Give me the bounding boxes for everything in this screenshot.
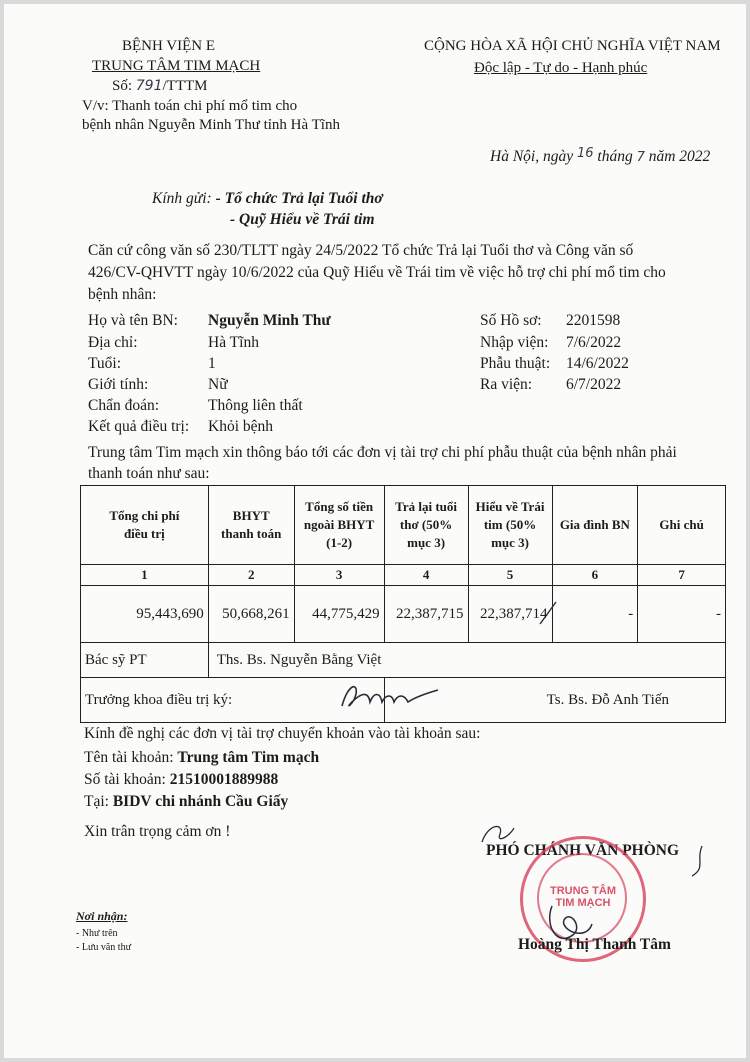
discharge-label: Ra viện: — [480, 376, 533, 393]
patient-name: Nguyễn Minh Thư — [208, 312, 331, 329]
col-number: 7 — [638, 565, 726, 586]
admit-label: Nhập viện: — [480, 334, 549, 351]
header-tra-lai-tuoi-tho: Trả lại tuổi thơ (50% mục 3) — [384, 486, 468, 565]
record-number: 2201598 — [566, 312, 621, 329]
footer-recipient-2: - Lưu văn thư — [76, 942, 131, 953]
col-number: 4 — [384, 565, 468, 586]
intro-line-1: Căn cứ công văn số 230/TLTT ngày 24/5/2022 Tổ chức Trả lại Tuổi thơ và Công văn số — [88, 242, 634, 259]
center-name: TRUNG TÂM TIM MẠCH — [92, 58, 261, 74]
value-hieu-ve-trai-tim: 22,387,714 — [468, 586, 552, 643]
value-family: - — [552, 586, 638, 643]
value-out-of-pocket: 44,775,429 — [294, 586, 384, 643]
discharge-date: 6/7/2022 — [566, 376, 622, 393]
patient-name-label: Họ và tên BN: — [88, 312, 178, 329]
value-tra-lai-tuoi-tho: 22,387,715 — [384, 586, 468, 643]
value-notes: - — [638, 586, 726, 643]
subject-line-2: bệnh nhân Nguyễn Minh Thư tỉnh Hà Tĩnh — [82, 117, 340, 133]
account-number: 21510001889988 — [169, 771, 279, 788]
head-name: Ts. Bs. Đỗ Anh Tiến — [384, 678, 725, 723]
patient-diagnosis-label: Chẩn đoán: — [88, 397, 160, 414]
bank-name: BIDV chi nhánh Cầu Giấy — [112, 793, 289, 810]
official-stamp: TRUNG TÂM TIM MẠCH — [520, 836, 646, 962]
recipient-2: - Quỹ Hiểu về Trái tim — [230, 211, 375, 228]
patient-result: Khỏi bệnh — [208, 418, 274, 435]
col-number: 2 — [208, 565, 294, 586]
col-number: 5 — [468, 565, 552, 586]
closing-text: Xin trân trọng cảm ơn ! — [84, 823, 231, 840]
account-number-line — [84, 771, 278, 789]
head-signature — [334, 680, 444, 716]
footer-recipient-1: - Như trên — [76, 928, 118, 939]
patient-age: 1 — [208, 355, 216, 372]
account-name-line — [84, 749, 319, 767]
head-label: Trưởng khoa điều trị ký: — [81, 678, 385, 723]
value-total-cost: 95,443,690 — [81, 586, 209, 643]
notice-line-2: thanh toán như sau: — [88, 465, 210, 482]
header-insurance: BHYT thanh toán — [208, 486, 294, 565]
recipient-1: - Tổ chức Trả lại Tuổi thơ — [215, 190, 383, 207]
subject-line-1: V/v: Thanh toán chi phí mổ tim cho — [82, 98, 298, 114]
surgeon-label: Bác sỹ PT — [81, 643, 209, 678]
patient-age-label: Tuổi: — [88, 355, 122, 372]
hospital-name: BỆNH VIỆN E — [122, 38, 216, 54]
patient-gender: Nữ — [208, 376, 228, 393]
doc-number-handwritten: 791 — [135, 78, 163, 94]
patient-diagnosis: Thông liên thất — [208, 397, 303, 414]
document-date — [490, 146, 710, 166]
signer-name: Hoàng Thị Thanh Tâm — [518, 936, 671, 953]
surgery-label: Phẫu thuật: — [480, 355, 551, 372]
recipients-label-text: Kính gửi: — [152, 190, 212, 207]
doc-number-suffix: /TTTM — [162, 78, 208, 94]
intro-line-2: 426/CV-QHVTT ngày 10/6/2022 của Quỹ Hiểu về Trái tim về việc hỗ trợ chi phí mổ tim cho — [88, 264, 666, 281]
doc-number-label: Số: — [112, 78, 133, 94]
table-number-row — [81, 565, 726, 586]
doc-number — [112, 78, 208, 95]
patient-address: Hà Tĩnh — [208, 334, 259, 351]
date-month-label: tháng — [597, 148, 633, 165]
date-day: 16 — [576, 146, 594, 161]
document-page — [4, 4, 746, 1058]
record-label: Số Hồ sơ: — [480, 312, 542, 329]
col-number: 3 — [294, 565, 384, 586]
nation-motto: Độc lập - Tự do - Hạnh phúc — [474, 60, 648, 76]
value-insurance: 50,668,261 — [208, 586, 294, 643]
header-total-cost: Tổng chi phí điều trị — [81, 486, 209, 565]
patient-address-label: Địa chỉ: — [88, 334, 138, 351]
admit-date: 7/6/2022 — [566, 334, 622, 351]
signer-title: PHÓ CHÁNH VĂN PHÒNG — [486, 842, 680, 859]
patient-result-label: Kết quả điều trị: — [88, 418, 190, 435]
patient-gender-label: Giới tính: — [88, 376, 149, 393]
nation-title: CỘNG HÒA XÃ HỘI CHỦ NGHĨA VIỆT NAM — [424, 38, 721, 54]
bank-label: Tại: — [84, 793, 109, 810]
notice-line-1: Trung tâm Tim mạch xin thông báo tới các đơn vị tài trợ chi phí phẫu thuật của bệnh nhân phải — [88, 444, 677, 461]
bank-request: Kính đề nghị các đơn vị tài trợ chuyển khoản vào tài khoản sau: — [84, 725, 481, 742]
bank-line — [84, 793, 288, 811]
intro-line-3: bệnh nhân: — [88, 286, 157, 303]
date-month: 7 — [636, 150, 645, 165]
header-notes: Ghi chú — [638, 486, 726, 565]
surgeon-name: Ths. Bs. Nguyễn Bằng Việt — [208, 643, 725, 678]
signer-signature — [474, 816, 714, 956]
col-number: 6 — [552, 565, 638, 586]
footer-recipients-label: Nơi nhận: — [76, 909, 128, 923]
header-hieu-ve-trai-tim: Hiểu về Trái tim (50% mục 3) — [468, 486, 552, 565]
date-year: năm 2022 — [648, 148, 711, 165]
strike-mark — [537, 598, 559, 628]
recipients-label — [152, 190, 383, 208]
surgery-date: 14/6/2022 — [566, 355, 629, 372]
header-out-of-pocket: Tổng số tiền ngoài BHYT (1-2) — [294, 486, 384, 565]
date-prefix: Hà Nội, ngày — [490, 148, 574, 165]
col-number: 1 — [81, 565, 209, 586]
header-family: Gia đình BN — [552, 486, 638, 565]
account-name-label: Tên tài khoản: — [84, 749, 174, 766]
surgeon-row — [81, 643, 726, 678]
table-value-row — [81, 586, 726, 643]
table-header-row — [81, 486, 726, 565]
account-number-label: Số tài khoản: — [84, 771, 166, 788]
account-name: Trung tâm Tim mạch — [177, 749, 320, 766]
